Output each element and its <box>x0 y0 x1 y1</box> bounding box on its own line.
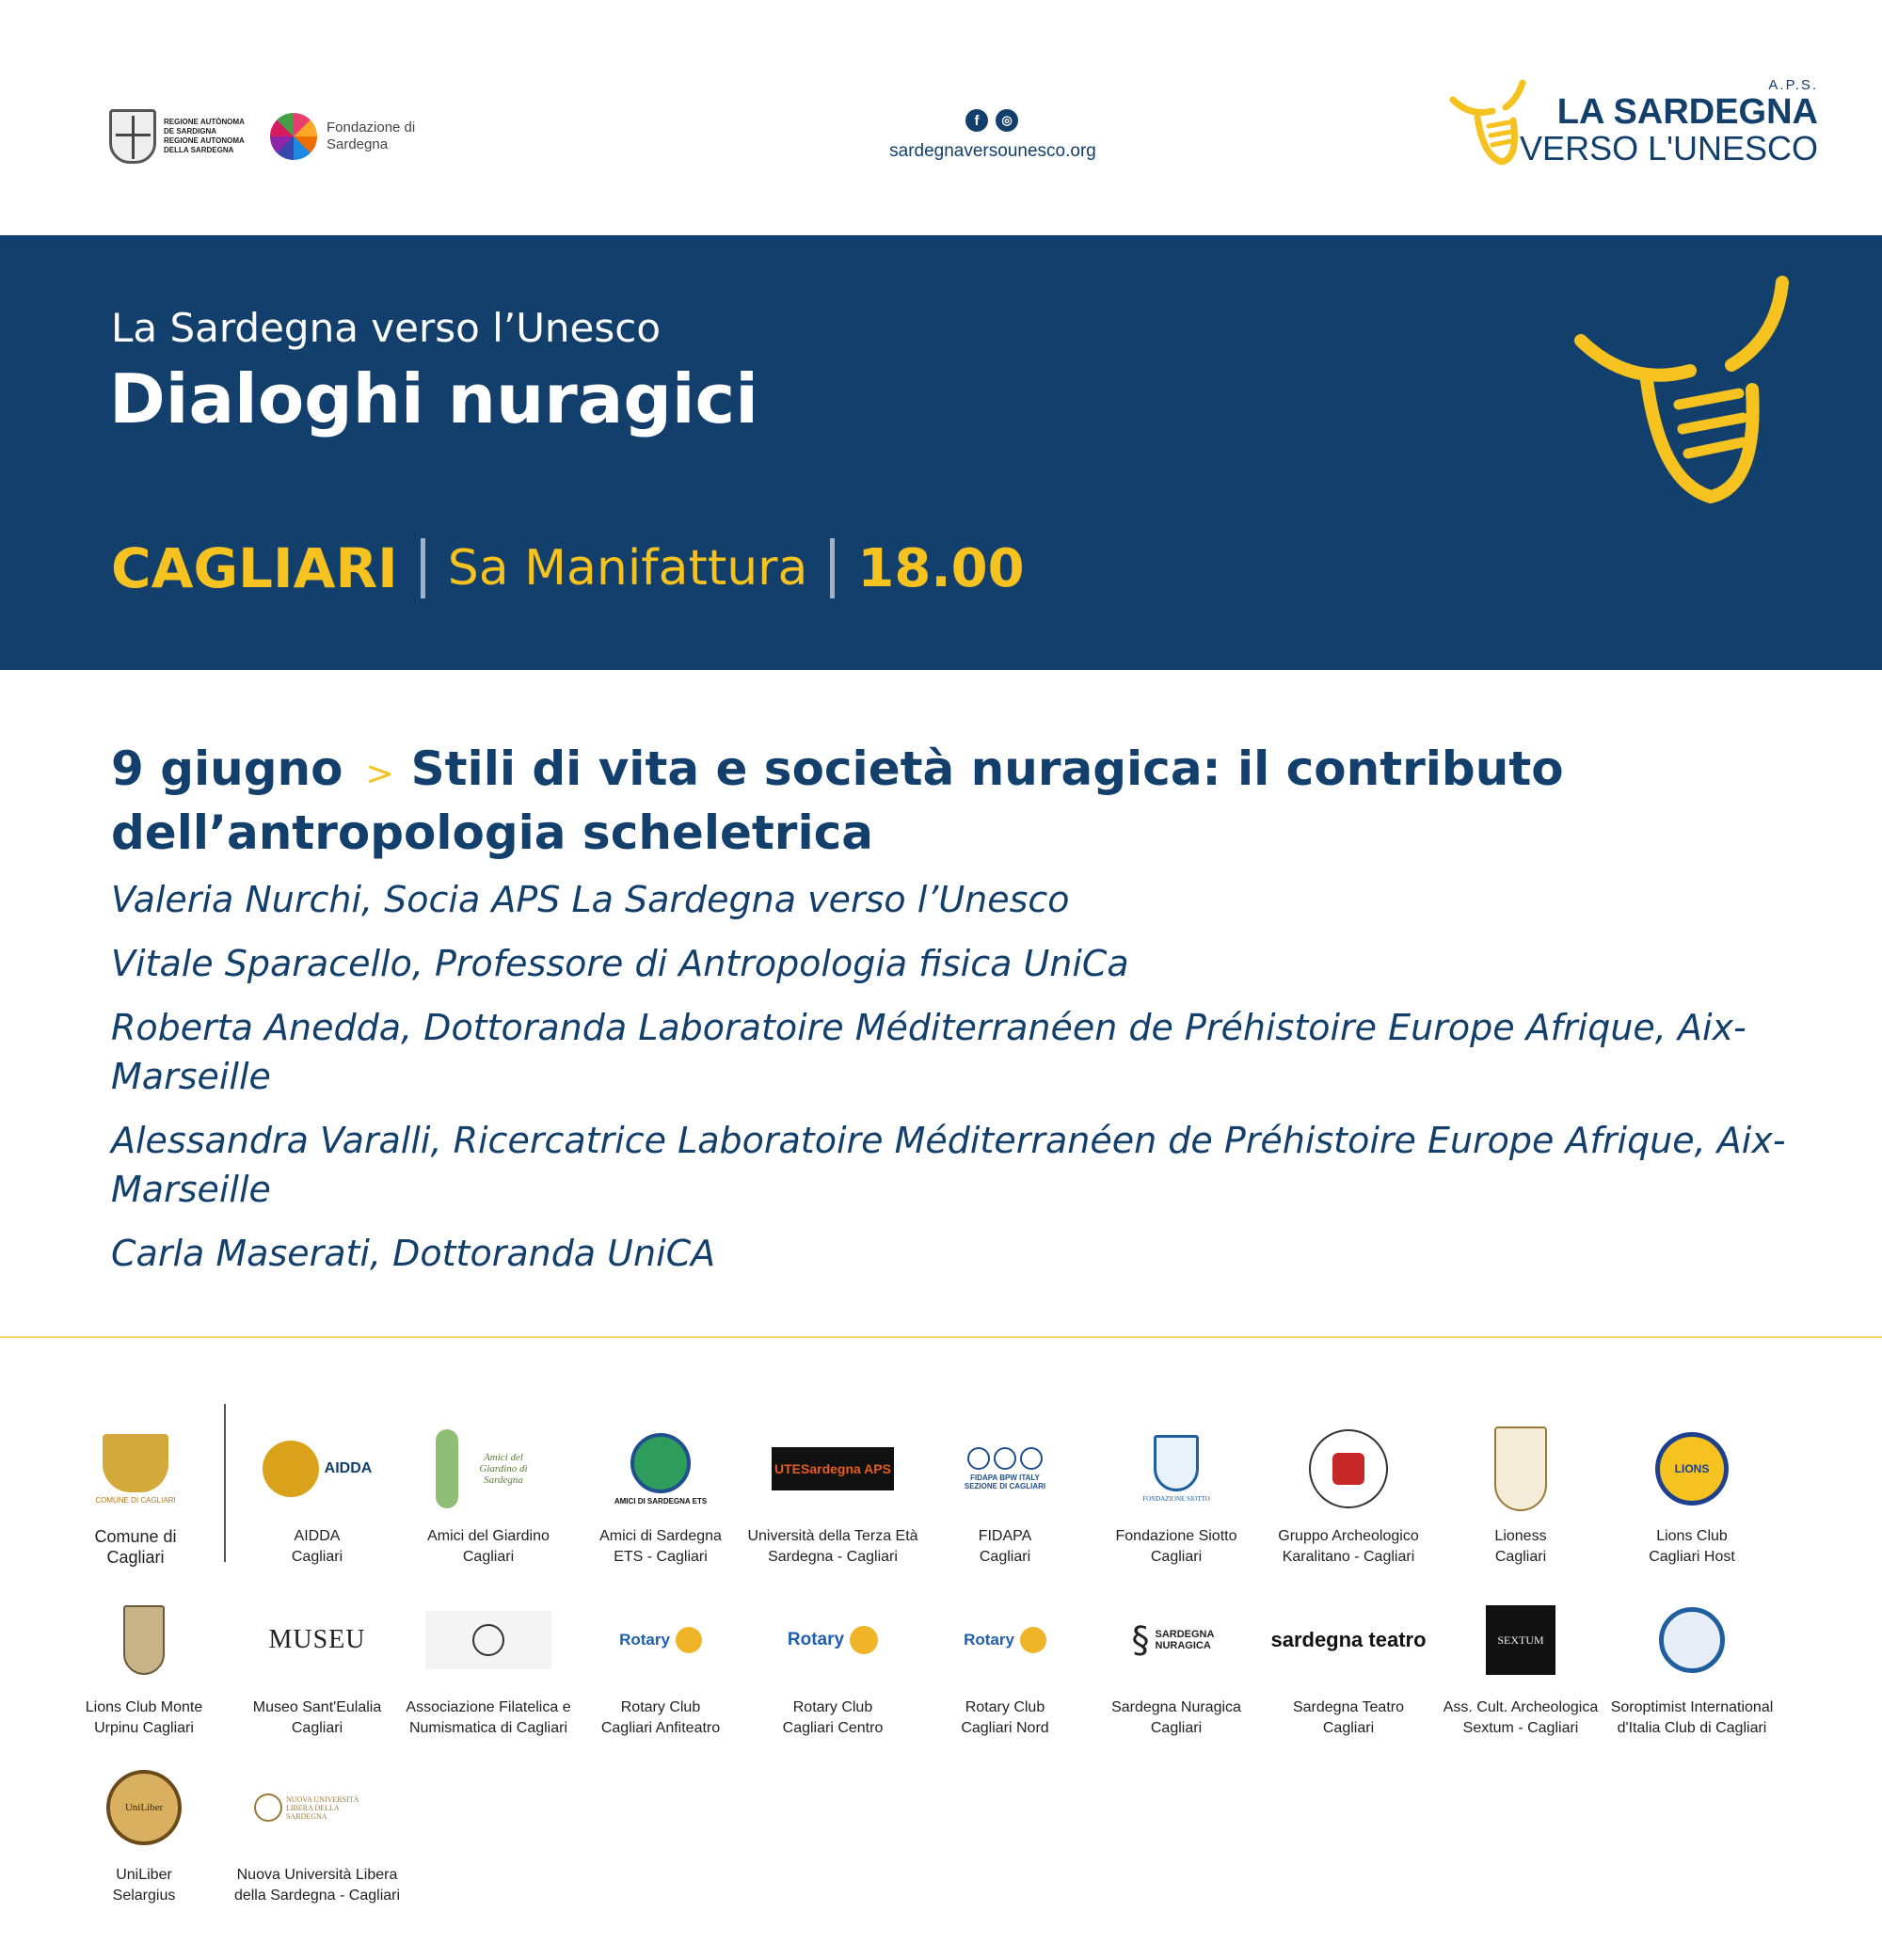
fidapa-emblem-icon <box>967 1447 1043 1470</box>
amici-giardino-logo <box>402 1417 575 1521</box>
aidda-logo <box>231 1417 404 1521</box>
lioness-logo <box>1434 1417 1607 1521</box>
sponsor-caption: Comune di Cagliari <box>94 1527 177 1567</box>
regione-logo-text: REGIONE AUTÒNOMA DE SARDIGNA REGIONE AUTONOMA DELLA SARDEGNA <box>164 118 245 154</box>
logo-text: UTESardegna APS <box>772 1447 894 1490</box>
spiral-icon: § <box>1131 1619 1150 1661</box>
logo-text: AIDDA <box>324 1460 373 1476</box>
sponsor-amici-giardino[interactable] <box>402 1417 575 1568</box>
sardegna-teatro-logo <box>1262 1588 1435 1692</box>
session-heading <box>111 740 1824 862</box>
sponsor-fondazione-siotto[interactable] <box>1090 1417 1263 1568</box>
logo-text: MUSEU <box>268 1625 366 1654</box>
sponsor-ute[interactable] <box>746 1417 919 1568</box>
soroptimist-logo <box>1605 1588 1778 1692</box>
sponsor-caption: Amici del Giardino Cagliari <box>427 1528 550 1565</box>
sponsor-comune-cagliari[interactable] <box>49 1417 222 1568</box>
sponsor-caption: Sardegna Teatro Cagliari <box>1292 1699 1404 1736</box>
sponsor-gruppo-archeologico[interactable] <box>1262 1417 1435 1568</box>
lions-host-logo <box>1605 1417 1778 1521</box>
gruppo-archeologico-logo <box>1262 1417 1435 1521</box>
plant-icon <box>436 1429 458 1508</box>
ute-logo <box>746 1417 919 1521</box>
pennant-icon <box>123 1605 165 1675</box>
sponsor-caption: Fondazione Siotto Cagliari <box>1115 1528 1237 1565</box>
sponsor-rotary-anfiteatro[interactable] <box>574 1588 747 1739</box>
logo-text: sardegna teatro <box>1270 1628 1427 1651</box>
event-venue: Sa Manifattura <box>447 540 808 597</box>
logo-text: COMUNE DI CAGLIARI <box>95 1495 176 1505</box>
filatelica-logo <box>402 1588 575 1692</box>
sponsor-lioness[interactable] <box>1434 1417 1607 1568</box>
sponsor-caption: Università della Terza Età Sardegna - Cagliari <box>747 1528 918 1565</box>
rotary-wheel-icon <box>1020 1627 1046 1653</box>
university-emblem-icon <box>254 1793 282 1822</box>
fondazione-siotto-logo <box>1090 1417 1263 1521</box>
sponsor-caption: Nuova Università Libera della Sardegna - Cagliari <box>233 1867 401 1904</box>
speaker-item: Roberta Anedda, Dottoranda Laboratoire Méditerranéen de Préhistoire Europe Afrique, Aix-Marseille <box>111 1007 1746 1097</box>
siotto-crest-icon <box>1154 1435 1199 1491</box>
sponsor-caption: Museo Sant'Eulalia Cagliari <box>252 1699 382 1736</box>
arrow-icon: > <box>365 755 394 793</box>
event-time: 18.00 <box>857 537 1025 599</box>
logo-text: SEXTUM <box>1486 1605 1555 1675</box>
fidapa-logo <box>918 1417 1092 1521</box>
sponsor-nuova-universita[interactable] <box>231 1756 404 1906</box>
aidda-emblem-icon <box>263 1441 319 1497</box>
event-place-line <box>111 536 1025 600</box>
fondazione-logo-text: Fondazione di Sardegna <box>327 120 416 152</box>
sextum-logo <box>1434 1588 1607 1692</box>
stamp-icon <box>425 1611 551 1669</box>
amici-sardegna-logo <box>574 1417 747 1521</box>
program <box>111 740 1824 1293</box>
sponsor-rotary-nord[interactable] <box>918 1588 1092 1739</box>
logo-text: NUOVA UNIVERSITÀ LIBERA DELLA SARDEGNA <box>286 1794 359 1821</box>
logo-text: FIDAPA BPW ITALY SEZIONE DI CAGLIARI <box>964 1474 1046 1490</box>
nuova-universita-logo <box>231 1756 404 1859</box>
museu-logo <box>231 1588 404 1692</box>
sponsor-caption: Rotary Club Cagliari Nord <box>961 1699 1049 1736</box>
event-title: Dialoghi nuragici <box>109 359 758 438</box>
pennant-icon <box>1494 1426 1547 1511</box>
separator <box>830 538 835 598</box>
brand-name: LA SARDEGNA <box>1556 92 1818 132</box>
sponsor-amici-sardegna[interactable] <box>574 1417 747 1568</box>
sponsor-caption: Lions Club Monte Urpinu Cagliari <box>85 1699 203 1736</box>
rotary-wheel-icon <box>676 1627 702 1653</box>
sponsor-caption: Sardegna Nuragica Cagliari <box>1111 1699 1241 1736</box>
sponsor-caption: Ass. Cult. Archeologica Sextum - Cagliari <box>1443 1699 1599 1736</box>
rotary-wheel-icon <box>850 1626 878 1654</box>
sardegna-nuragica-logo <box>1090 1588 1263 1692</box>
sponsor-caption: Lioness Cagliari <box>1494 1528 1547 1565</box>
lions-urpinu-logo <box>57 1588 231 1692</box>
sponsor-caption: Associazione Filatelica e Numismatica di Cagliari <box>406 1699 571 1736</box>
sponsor-caption: Soroptimist International d'Italia Club di Cagliari <box>1610 1699 1774 1736</box>
event-banner <box>0 235 1882 670</box>
divider <box>224 1404 226 1562</box>
sponsor-caption: Rotary Club Cagliari Centro <box>782 1699 884 1736</box>
sponsor-caption: Gruppo Archeologico Karalitano - Cagliari <box>1278 1528 1419 1565</box>
sponsor-caption: Lions Club Cagliari Host <box>1649 1528 1735 1565</box>
logo-text: Rotary <box>619 1631 670 1649</box>
sponsor-caption: Amici di Sardegna ETS - Cagliari <box>599 1528 722 1565</box>
logo-text: Amici del Giardino di Sardegna <box>479 1452 528 1486</box>
facebook-icon[interactable]: f <box>965 109 988 132</box>
rotary-anfiteatro-logo <box>574 1588 747 1692</box>
brand-aps: A.P.S. <box>1768 77 1818 93</box>
sponsor-caption: UniLiber Selargius <box>112 1867 176 1904</box>
speaker-list <box>111 875 1824 1278</box>
soroptimist-emblem-icon <box>1659 1607 1725 1673</box>
sponsor-lions-monte-urpinu[interactable] <box>57 1588 231 1739</box>
separator <box>421 538 425 598</box>
speaker-item: Valeria Nurchi, Socia APS La Sardegna verso l’Unesco <box>111 879 1070 920</box>
speaker-item: Alessandra Varalli, Ricercatrice Laboratoire Méditerranéen de Préhistoire Europe Afrique, Aix-Marseille <box>111 1120 1786 1210</box>
logo-text: FONDAZIONE SIOTTO <box>1142 1495 1210 1503</box>
logo-text: SARDEGNA NURAGICA <box>1155 1629 1215 1651</box>
sponsor-rotary-centro[interactable] <box>746 1588 919 1739</box>
sponsor-lions-host[interactable] <box>1605 1417 1778 1568</box>
header <box>0 0 1882 235</box>
event-city: CAGLIARI <box>111 536 398 600</box>
speaker-item: Carla Maserati, Dottoranda UniCA <box>111 1233 716 1274</box>
sponsor-uniliber[interactable] <box>57 1756 231 1906</box>
lions-emblem-icon: LIONS <box>1655 1432 1729 1506</box>
rotary-centro-logo <box>746 1588 919 1692</box>
sponsor-sardegna-teatro[interactable] <box>1262 1588 1435 1739</box>
sponsor-ass-filatelica[interactable] <box>402 1588 575 1739</box>
sponsor-museo-santeulalia[interactable] <box>231 1588 404 1739</box>
sponsor-caption: AIDDA Cagliari <box>291 1528 343 1565</box>
crest-icon <box>103 1434 168 1492</box>
website-link[interactable]: sardegnaversounesco.org <box>889 141 1096 161</box>
nuragic-mark-icon <box>1573 273 1799 518</box>
session-date: 9 giugno <box>111 741 343 796</box>
sponsor-aidda[interactable] <box>231 1417 404 1568</box>
brand-logo[interactable] <box>1520 77 1818 167</box>
sponsor-fidapa[interactable] <box>918 1417 1092 1568</box>
logo-text: Rotary <box>787 1630 845 1649</box>
divider <box>0 1336 1882 1338</box>
archeo-emblem-icon <box>1309 1429 1388 1508</box>
sponsor-sardegna-nuragica[interactable] <box>1090 1588 1263 1739</box>
logo-text: AMICI DI SARDEGNA ETS <box>614 1496 708 1506</box>
instagram-icon[interactable]: ◎ <box>996 109 1018 132</box>
sponsor-caption: Rotary Club Cagliari Anfiteatro <box>600 1699 721 1736</box>
uniliber-emblem-icon: UniLiber <box>106 1770 182 1845</box>
rotary-nord-logo <box>918 1588 1092 1692</box>
sponsor-sextum[interactable] <box>1434 1588 1607 1739</box>
uniliber-logo <box>57 1756 231 1859</box>
speaker-item: Vitale Sparacello, Professore di Antropologia fisica UniCa <box>111 943 1129 984</box>
sponsor-soroptimist[interactable] <box>1605 1588 1778 1739</box>
sponsor-caption: FIDAPA Cagliari <box>978 1528 1032 1565</box>
logo-text: Rotary <box>964 1631 1014 1649</box>
comune-cagliari-logo <box>49 1417 222 1521</box>
event-subtitle: La Sardegna verso l’Unesco <box>111 305 662 351</box>
amici-emblem-icon <box>630 1433 691 1493</box>
brand-tagline: VERSO L'UNESCO <box>1520 129 1818 167</box>
session-title: Stili di vita e società nuragica: il contributo dell’antropologia scheletrica <box>111 741 1564 860</box>
